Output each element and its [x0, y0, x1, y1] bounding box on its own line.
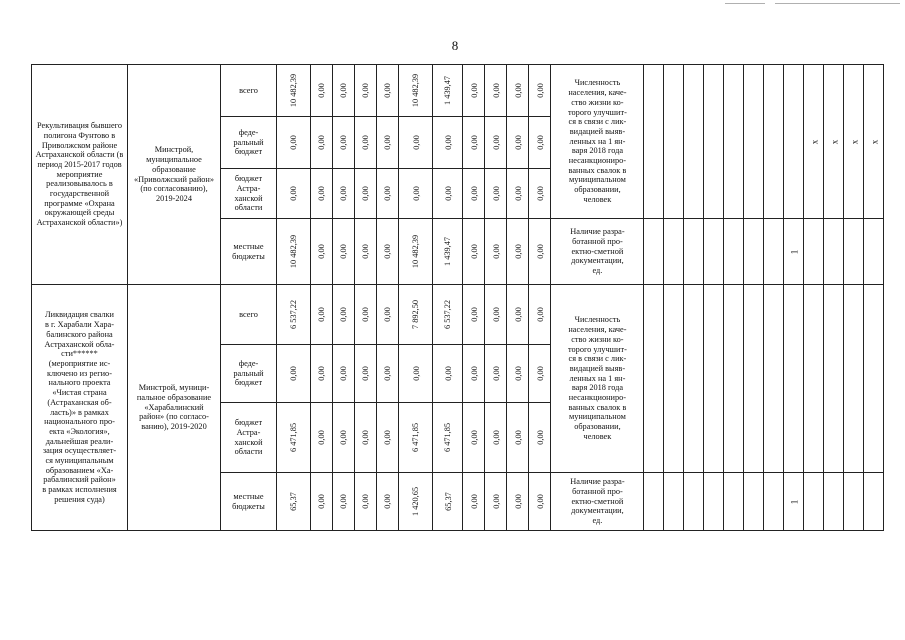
- amount-value: 0,00: [339, 494, 349, 509]
- amount-cell: [433, 285, 463, 345]
- amount-cell: [355, 403, 377, 473]
- amount-value: 0,00: [361, 430, 371, 445]
- amount-cell: [529, 403, 551, 473]
- indicator-value-cell: [864, 473, 884, 531]
- amount-value: 0,00: [535, 135, 545, 150]
- indicator-value-cell: [784, 65, 804, 219]
- amount-cell: [463, 117, 485, 169]
- amount-value: 0,00: [491, 83, 501, 98]
- amount-cell: [355, 473, 377, 531]
- amount-cell: [377, 169, 399, 219]
- funding-source-cell: [221, 345, 277, 403]
- amount-value: 0,00: [339, 244, 349, 259]
- amount-cell: [355, 345, 377, 403]
- indicator-value-cell: [844, 65, 864, 219]
- amount-cell: [333, 473, 355, 531]
- amount-cell: [333, 345, 355, 403]
- amount-value: 0,00: [491, 366, 501, 381]
- amount-cell: [311, 473, 333, 531]
- indicator-value-cell: [704, 473, 724, 531]
- indicator-value-cell: [844, 473, 864, 531]
- amount-value: 0,00: [491, 307, 501, 322]
- indicator-value: x: [808, 139, 819, 144]
- page-number: 8: [451, 38, 459, 53]
- amount-value: 65,37: [289, 492, 299, 511]
- indicator-value-cell: [744, 473, 764, 531]
- amount-value: 0,00: [411, 366, 421, 381]
- amount-cell: [311, 403, 333, 473]
- indicator-cell: [551, 285, 644, 473]
- indicator-value-cell: [824, 219, 844, 285]
- amount-cell: [333, 169, 355, 219]
- executor-text: Минстрой, муниципальное образование «Приволжский район» (по согласованию), 2019-2024: [133, 145, 215, 203]
- event-name-cell: [32, 285, 128, 531]
- indicator-value-cell: [824, 65, 844, 219]
- funding-source-label: феде- ральный бюджет: [233, 127, 264, 157]
- amount-value: 1 439,47: [443, 75, 453, 106]
- amount-cell: [433, 473, 463, 531]
- amount-value: 0,00: [383, 83, 393, 98]
- amount-cell: [311, 285, 333, 345]
- amount-value: 0,00: [411, 186, 421, 201]
- amount-value: 0,00: [383, 494, 393, 509]
- amount-cell: [529, 169, 551, 219]
- amount-cell: [529, 285, 551, 345]
- amount-cell: [277, 219, 311, 285]
- amount-value: 0,00: [535, 430, 545, 445]
- amount-cell: [399, 403, 433, 473]
- indicator-value: x: [868, 139, 879, 144]
- amount-value: 0,00: [469, 244, 479, 259]
- amount-cell: [333, 65, 355, 117]
- amount-cell: [529, 65, 551, 117]
- amount-value: 0,00: [491, 186, 501, 201]
- executor-cell: [128, 285, 221, 531]
- indicator-value: 1: [788, 499, 799, 504]
- amount-cell: [399, 285, 433, 345]
- amount-cell: [311, 117, 333, 169]
- amount-cell: [433, 117, 463, 169]
- amount-cell: [529, 473, 551, 531]
- amount-value: 0,00: [469, 83, 479, 98]
- amount-value: 0,00: [469, 494, 479, 509]
- amount-cell: [507, 117, 529, 169]
- funding-source-label: местные бюджеты: [232, 241, 265, 261]
- amount-value: 0,00: [339, 135, 349, 150]
- amount-cell: [529, 117, 551, 169]
- funding-source-cell: [221, 65, 277, 117]
- amount-value: 0,00: [383, 366, 393, 381]
- amount-cell: [529, 219, 551, 285]
- amount-cell: [507, 65, 529, 117]
- amount-cell: [277, 117, 311, 169]
- indicator-value-cell: [704, 65, 724, 219]
- amount-cell: [277, 473, 311, 531]
- amount-cell: [399, 473, 433, 531]
- indicator-value-cell: [804, 65, 824, 219]
- indicator-value-cell: [784, 285, 804, 473]
- amount-cell: [277, 285, 311, 345]
- amount-cell: [433, 219, 463, 285]
- amount-cell: [355, 65, 377, 117]
- amount-value: 0,00: [469, 135, 479, 150]
- amount-value: 6 471,85: [289, 422, 299, 453]
- top-rule-right: [775, 3, 900, 4]
- amount-value: 0,00: [361, 135, 371, 150]
- indicator-value-cell: [724, 65, 744, 219]
- amount-cell: [463, 345, 485, 403]
- indicator-value-cell: [844, 219, 864, 285]
- indicator-value: 1: [788, 249, 799, 254]
- indicator-value-cell: [784, 473, 804, 531]
- indicator-value-cell: [644, 219, 664, 285]
- indicator-value-cell: [684, 65, 704, 219]
- indicator-value-cell: [644, 473, 664, 531]
- top-rule-left: [725, 3, 765, 4]
- amount-cell: [485, 285, 507, 345]
- amount-value: 10 482,39: [289, 73, 299, 108]
- amount-value: 0,00: [361, 366, 371, 381]
- amount-value: 0,00: [339, 430, 349, 445]
- indicator-text: Численность населения, каче- ство жизни ко- торого улучшит- ся в связи с лик- видацией выяв- ленных на 1 ян- варя 2018 года несанкциониро- ванных свалок в муниципальном образовании, человек: [568, 78, 627, 204]
- indicator-value-cell: [664, 219, 684, 285]
- amount-cell: [463, 285, 485, 345]
- amount-cell: [463, 65, 485, 117]
- amount-cell: [355, 285, 377, 345]
- amount-value: 0,00: [513, 307, 523, 322]
- amount-value: 0,00: [339, 307, 349, 322]
- indicator-value-cell: [804, 219, 824, 285]
- indicator-cell: [551, 473, 644, 531]
- amount-value: 0,00: [361, 244, 371, 259]
- amount-value: 0,00: [443, 186, 453, 201]
- amount-value: 6 471,85: [443, 422, 453, 453]
- indicator-value-cell: [804, 285, 824, 473]
- amount-cell: [377, 117, 399, 169]
- amount-value: 0,00: [317, 186, 327, 201]
- amount-value: 6 537,22: [443, 299, 453, 330]
- amount-value: 0,00: [317, 430, 327, 445]
- amount-value: 0,00: [383, 307, 393, 322]
- amount-cell: [399, 117, 433, 169]
- indicator-value-cell: [664, 65, 684, 219]
- event-name: Рекультивация бывшего полигона Фунтово в Приволжском районе Астраханской области (в период 2015-2017 годов мероприятие реализовывалось в государственной программе «Охрана окружающей среды Астраханской области»): [35, 121, 124, 228]
- indicator-value-cell: [764, 285, 784, 473]
- indicator-value-cell: [784, 219, 804, 285]
- indicator-value-cell: [684, 219, 704, 285]
- amount-cell: [399, 65, 433, 117]
- amount-cell: [377, 403, 399, 473]
- amount-cell: [433, 345, 463, 403]
- amount-value: 0,00: [317, 366, 327, 381]
- indicator-value-cell: [664, 285, 684, 473]
- amount-value: 0,00: [339, 366, 349, 381]
- amount-cell: [507, 219, 529, 285]
- indicator-value-cell: [764, 219, 784, 285]
- amount-cell: [355, 219, 377, 285]
- event-name-cell: [32, 65, 128, 285]
- event-name: Ликвидация свалки в г. Харабали Хара- балинского района Астраханской обла- сти****** (мероприятие ис- ключено из регио- нального проекта «Чистая страна (Астраханская об- ласть)» в рамках национального про- екта «Экология», дальнейшая реали- зация осуществляет- ся муниципальным образованием «Ха- рабалинский район» в рамках исполнения решения суда): [42, 310, 117, 504]
- amount-cell: [311, 65, 333, 117]
- amount-cell: [507, 169, 529, 219]
- amount-value: 0,00: [535, 307, 545, 322]
- amount-cell: [507, 285, 529, 345]
- program-table: [31, 64, 884, 531]
- indicator-value-cell: [684, 285, 704, 473]
- amount-cell: [433, 403, 463, 473]
- amount-cell: [399, 169, 433, 219]
- amount-cell: [463, 169, 485, 219]
- indicator-value-cell: [804, 473, 824, 531]
- amount-value: 6 537,22: [289, 299, 299, 330]
- indicator-value-cell: [724, 285, 744, 473]
- amount-value: 1 420,65: [411, 486, 421, 517]
- amount-value: 0,00: [289, 366, 299, 381]
- indicator-value-cell: [764, 65, 784, 219]
- amount-cell: [485, 117, 507, 169]
- indicator-value-cell: [704, 219, 724, 285]
- amount-value: 0,00: [317, 244, 327, 259]
- amount-value: 0,00: [443, 135, 453, 150]
- amount-value: 0,00: [317, 83, 327, 98]
- amount-value: 0,00: [535, 494, 545, 509]
- amount-value: 0,00: [361, 186, 371, 201]
- amount-cell: [355, 169, 377, 219]
- amount-value: 0,00: [289, 135, 299, 150]
- amount-value: 0,00: [383, 430, 393, 445]
- amount-value: 0,00: [443, 366, 453, 381]
- amount-value: 0,00: [361, 494, 371, 509]
- amount-value: 65,37: [443, 492, 453, 511]
- indicator-cell: [551, 65, 644, 219]
- amount-cell: [507, 345, 529, 403]
- amount-value: 10 482,39: [289, 234, 299, 269]
- amount-value: 0,00: [513, 135, 523, 150]
- amount-cell: [485, 65, 507, 117]
- indicator-text: Наличие разра- ботанной про- ектно-сметной документации, ед.: [570, 477, 625, 526]
- amount-cell: [529, 345, 551, 403]
- amount-cell: [277, 403, 311, 473]
- amount-cell: [311, 219, 333, 285]
- amount-value: 0,00: [339, 83, 349, 98]
- indicator-value-cell: [864, 285, 884, 473]
- amount-value: 10 482,39: [411, 234, 421, 269]
- amount-cell: [277, 169, 311, 219]
- amount-value: 0,00: [383, 135, 393, 150]
- amount-cell: [333, 117, 355, 169]
- funding-source-cell: [221, 473, 277, 531]
- table-row: [32, 65, 884, 117]
- funding-source-label: всего: [239, 309, 258, 319]
- table-row: [32, 285, 884, 345]
- amount-cell: [311, 169, 333, 219]
- indicator-value-cell: [664, 473, 684, 531]
- amount-value: 1 439,47: [443, 236, 453, 267]
- amount-cell: [277, 345, 311, 403]
- amount-value: 10 482,39: [411, 73, 421, 108]
- amount-cell: [433, 65, 463, 117]
- amount-value: 6 471,85: [411, 422, 421, 453]
- amount-cell: [507, 403, 529, 473]
- funding-source-cell: [221, 169, 277, 219]
- amount-cell: [333, 285, 355, 345]
- amount-value: 0,00: [361, 83, 371, 98]
- amount-value: 0,00: [535, 186, 545, 201]
- amount-value: 0,00: [317, 307, 327, 322]
- amount-value: 0,00: [491, 135, 501, 150]
- indicator-value-cell: [704, 285, 724, 473]
- amount-value: 0,00: [513, 244, 523, 259]
- amount-cell: [377, 65, 399, 117]
- amount-cell: [333, 219, 355, 285]
- amount-value: 0,00: [317, 135, 327, 150]
- amount-value: 0,00: [339, 186, 349, 201]
- indicator-value-cell: [824, 473, 844, 531]
- funding-source-label: бюджет Астра- ханской области: [234, 174, 263, 213]
- amount-value: 0,00: [513, 186, 523, 201]
- amount-cell: [277, 65, 311, 117]
- amount-value: 0,00: [469, 186, 479, 201]
- amount-value: 0,00: [535, 83, 545, 98]
- amount-value: 0,00: [491, 494, 501, 509]
- indicator-value: x: [828, 139, 839, 144]
- funding-source-label: всего: [239, 85, 258, 95]
- amount-cell: [485, 219, 507, 285]
- indicator-value-cell: [824, 285, 844, 473]
- amount-value: 0,00: [513, 83, 523, 98]
- amount-cell: [333, 403, 355, 473]
- amount-cell: [485, 345, 507, 403]
- amount-value: 0,00: [361, 307, 371, 322]
- amount-value: 0,00: [491, 430, 501, 445]
- amount-value: 0,00: [513, 366, 523, 381]
- indicator-value-cell: [744, 285, 764, 473]
- indicator-value-cell: [684, 473, 704, 531]
- amount-value: 0,00: [491, 244, 501, 259]
- amount-value: 0,00: [535, 366, 545, 381]
- amount-cell: [399, 219, 433, 285]
- amount-cell: [485, 169, 507, 219]
- amount-value: 7 892,50: [411, 299, 421, 330]
- amount-cell: [377, 285, 399, 345]
- amount-value: 0,00: [513, 494, 523, 509]
- indicator-text: Численность населения, каче- ство жизни ко- торого улучшит- ся в связи с лик- видацией выяв- ленных на 1 ян- варя 2018 года несанкциониро- ванных свалок в муниципальном образовании, человек: [568, 315, 627, 441]
- amount-cell: [507, 473, 529, 531]
- amount-cell: [463, 403, 485, 473]
- indicator-value-cell: [844, 285, 864, 473]
- indicator-value: x: [848, 139, 859, 144]
- indicator-value-cell: [724, 473, 744, 531]
- funding-source-label: бюджет Астра- ханской области: [234, 418, 263, 457]
- amount-cell: [485, 473, 507, 531]
- funding-source-cell: [221, 117, 277, 169]
- funding-source-label: феде- ральный бюджет: [233, 358, 264, 388]
- executor-cell: [128, 65, 221, 285]
- indicator-value-cell: [764, 473, 784, 531]
- indicator-value-cell: [864, 65, 884, 219]
- indicator-value-cell: [644, 65, 664, 219]
- amount-cell: [463, 473, 485, 531]
- amount-value: 0,00: [289, 186, 299, 201]
- indicator-value-cell: [644, 285, 664, 473]
- amount-cell: [399, 345, 433, 403]
- funding-source-label: местные бюджеты: [232, 491, 265, 511]
- indicator-text: Наличие разра- ботанной про- ектно-сметной документации, ед.: [570, 227, 625, 276]
- amount-value: 0,00: [513, 430, 523, 445]
- amount-value: 0,00: [383, 244, 393, 259]
- amount-cell: [377, 345, 399, 403]
- amount-value: 0,00: [469, 366, 479, 381]
- amount-value: 0,00: [317, 494, 327, 509]
- amount-cell: [433, 169, 463, 219]
- amount-value: 0,00: [469, 307, 479, 322]
- amount-cell: [463, 219, 485, 285]
- amount-value: 0,00: [383, 186, 393, 201]
- amount-cell: [485, 403, 507, 473]
- indicator-cell: [551, 219, 644, 285]
- funding-source-cell: [221, 285, 277, 345]
- amount-cell: [377, 473, 399, 531]
- funding-source-cell: [221, 403, 277, 473]
- amount-cell: [377, 219, 399, 285]
- amount-cell: [355, 117, 377, 169]
- amount-value: 0,00: [411, 135, 421, 150]
- indicator-value-cell: [744, 219, 764, 285]
- amount-value: 0,00: [535, 244, 545, 259]
- funding-source-cell: [221, 219, 277, 285]
- amount-cell: [311, 345, 333, 403]
- executor-text: Минстрой, муници- пальное образование «Харабалинский район» (по согласо- ванию), 2019-2020: [136, 383, 212, 432]
- amount-value: 0,00: [469, 430, 479, 445]
- indicator-value-cell: [724, 219, 744, 285]
- indicator-value-cell: [744, 65, 764, 219]
- indicator-value-cell: [864, 219, 884, 285]
